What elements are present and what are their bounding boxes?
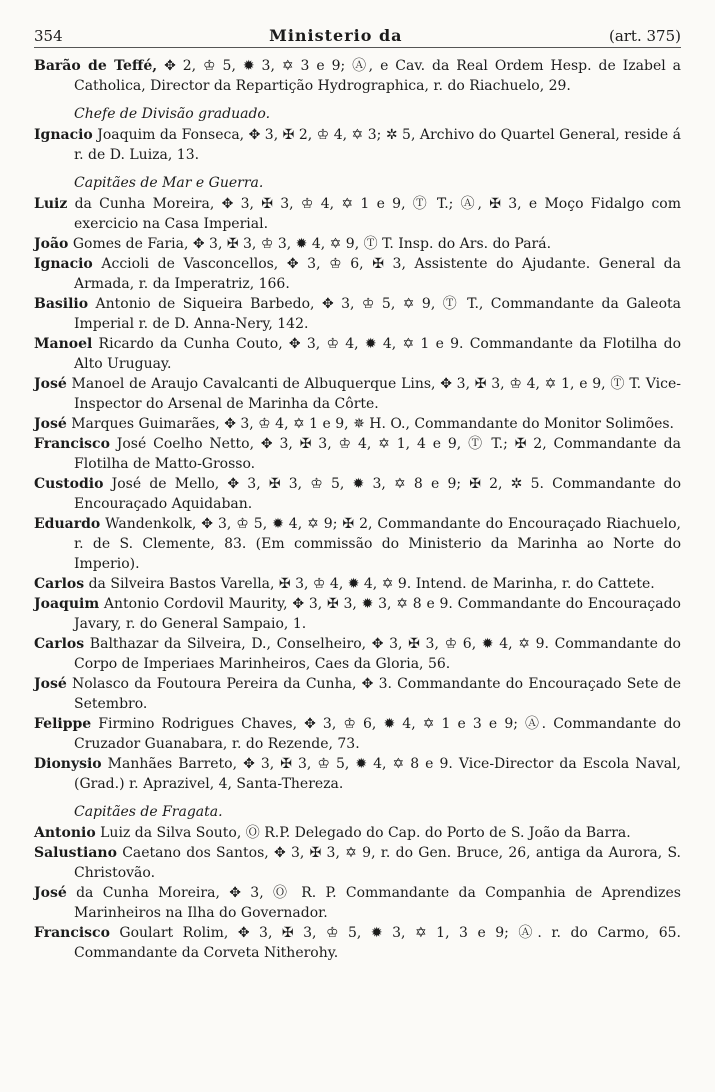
entry-lead: Salustiano bbox=[34, 845, 117, 861]
entry bbox=[34, 714, 681, 754]
entry-text: Antonio Cordovil Maurity, ✥ 3, ✠ 3, ✹ 3, ✡ 8 e 9. Commandante do Encouraçado Javary, r. do General Sampaio, 1. bbox=[74, 596, 681, 632]
entry-text: da Silveira Bastos Varella, ✠ 3, ♔ 4, ✹ 4, ✡ 9. Intend. de Marinha, r. do Cattete. bbox=[84, 576, 655, 592]
entry bbox=[34, 843, 681, 883]
document-body bbox=[34, 56, 681, 963]
entry-lead: Basilio bbox=[34, 296, 89, 312]
entry-lead: Manoel bbox=[34, 336, 93, 352]
entry bbox=[34, 823, 681, 843]
entry-text: Firmino Rodrigues Chaves, ✥ 3, ♔ 6, ✹ 4, ✡ 1 e 3 e 9; Ⓐ. Commandante do Cruzador Guanabara, r. do Rezende, 73. bbox=[74, 716, 681, 752]
entry bbox=[34, 474, 681, 514]
entry bbox=[34, 254, 681, 294]
entry bbox=[34, 574, 681, 594]
entry-lead: Dionysio bbox=[34, 756, 102, 772]
entry bbox=[34, 754, 681, 794]
entry-text: Gomes de Faria, ✥ 3, ✠ 3, ♔ 3, ✹ 4, ✡ 9, Ⓣ T. Insp. do Ars. do Pará. bbox=[68, 236, 552, 252]
entry bbox=[34, 434, 681, 474]
entry bbox=[34, 194, 681, 234]
article-reference: (art. 375) bbox=[608, 27, 681, 45]
section-heading: Chefe de Divisão graduado. bbox=[74, 106, 271, 122]
entry bbox=[34, 594, 681, 634]
entry-lead: José bbox=[34, 885, 67, 901]
entry-text: da Cunha Moreira, ✥ 3, Ⓞ R. P. Commandante da Companhia de Aprendizes Marinheiros na Ilha do Governador. bbox=[66, 885, 681, 921]
entry-lead: Custodio bbox=[34, 476, 104, 492]
entry-text: Manoel de Araujo Cavalcanti de Albuquerque Lins, ✥ 3, ✠ 3, ♔ 4, ✡ 1, e 9, Ⓣ T. Vice-Inspector do Arsenal de Marinha da Côrte. bbox=[66, 376, 681, 412]
entry-text: José de Mello, ✥ 3, ✠ 3, ♔ 5, ✹ 3, ✡ 8 e 9; ✠ 2, ✲ 5. Commandante do Encouraçado Aquidaban. bbox=[74, 476, 681, 512]
entry-lead: Ignacio bbox=[34, 127, 93, 143]
entry-text: Balthazar da Silveira, D., Conselheiro, ✥ 3, ✠ 3, ♔ 6, ✹ 4, ✡ 9. Commandante do Corpo de Imperiaes Marinheiros, Caes da Gloria, 56. bbox=[74, 636, 681, 672]
entry-text: Goulart Rolim, ✥ 3, ✠ 3, ♔ 5, ✹ 3, ✡ 1, 3 e 9; Ⓐ. r. do Carmo, 65. Commandante da Corveta Nitherohy. bbox=[74, 925, 681, 961]
entry-lead: Joaquim bbox=[34, 596, 100, 612]
entry-text: Wandenkolk, ✥ 3, ♔ 5, ✹ 4, ✡ 9; ✠ 2, Commandante do Encouraçado Riachuelo, r. de S. Clemente, 83. (Em commissão do Ministerio da Marinha ao Norte do Imperio). bbox=[74, 516, 681, 572]
entry-lead: Felippe bbox=[34, 716, 92, 732]
entry bbox=[34, 234, 681, 254]
entry-lead: João bbox=[34, 236, 69, 252]
entry-text: Accioli de Vasconcellos, ✥ 3, ♔ 6, ✠ 3, Assistente do Ajudante. General da Armada, r. da Imperatriz, 166. bbox=[74, 256, 681, 292]
entry-lead: Luiz bbox=[34, 196, 68, 212]
entry-lead: José bbox=[34, 416, 67, 432]
entry-lead: José bbox=[34, 676, 67, 692]
entry bbox=[34, 56, 681, 96]
entry bbox=[34, 634, 681, 674]
entry-text: José Coelho Netto, ✥ 3, ✠ 3, ♔ 4, ✡ 1, 4 e 9, Ⓣ T.; ✠ 2, Commandante da Flotilha de Matto-Grosso. bbox=[74, 436, 681, 472]
page-header bbox=[34, 26, 681, 48]
section-heading: Capitães de Fragata. bbox=[74, 804, 223, 820]
entry-lead: Barão de Teffé, bbox=[34, 58, 158, 74]
section-heading: Capitães de Mar e Guerra. bbox=[74, 175, 264, 191]
page-title: Ministerio da bbox=[269, 26, 403, 45]
entry bbox=[34, 514, 681, 574]
entry bbox=[34, 294, 681, 334]
entry-lead: José bbox=[34, 376, 67, 392]
entry-lead: Eduardo bbox=[34, 516, 101, 532]
entry bbox=[34, 414, 681, 434]
entry-lead: Carlos bbox=[34, 636, 85, 652]
entry bbox=[34, 923, 681, 963]
entry-lead: Ignacio bbox=[34, 256, 93, 272]
entry-lead: Francisco bbox=[34, 925, 110, 941]
entry bbox=[34, 883, 681, 923]
entry bbox=[34, 674, 681, 714]
entry-text: Manhães Barreto, ✥ 3, ✠ 3, ♔ 5, ✹ 4, ✡ 8 e 9. Vice-Director da Escola Naval, (Grad.) r. Aprazivel, 4, Santa-Thereza. bbox=[74, 756, 681, 792]
entry-text: ✥ 2, ♔ 5, ✹ 3, ✡ 3 e 9; Ⓐ, e Cav. da Real Ordem Hesp. de Izabel a Catholica, Director da Repartição Hydrographica, r. do Riachuelo, 29. bbox=[74, 58, 681, 94]
entry-text: da Cunha Moreira, ✥ 3, ✠ 3, ♔ 4, ✡ 1 e 9, Ⓣ T.; Ⓐ, ✠ 3, e Moço Fidalgo com exercicio na Casa Imperial. bbox=[67, 196, 681, 232]
entry bbox=[34, 125, 681, 165]
entry-lead: Antonio bbox=[34, 825, 96, 841]
entry-lead: Carlos bbox=[34, 576, 85, 592]
entry-lead: Francisco bbox=[34, 436, 110, 452]
entry bbox=[34, 374, 681, 414]
entry-text: Caetano dos Santos, ✥ 3, ✠ 3, ✡ 9, r. do Gen. Bruce, 26, antiga da Aurora, S. Christovão. bbox=[74, 845, 681, 881]
entry bbox=[34, 334, 681, 374]
entry-text: Ricardo da Cunha Couto, ✥ 3, ♔ 4, ✹ 4, ✡ 1 e 9. Commandante da Flotilha do Alto Uruguay. bbox=[74, 336, 681, 372]
entry-text: Luiz da Silva Souto, Ⓞ R.P. Delegado do Cap. do Porto de S. João da Barra. bbox=[95, 825, 631, 841]
page-number: 354 bbox=[34, 27, 63, 45]
entry-text: Antonio de Siqueira Barbedo, ✥ 3, ♔ 5, ✡ 9, Ⓣ T., Commandante da Galeota Imperial r. de D. Anna-Nery, 142. bbox=[74, 296, 681, 332]
entry-text: Marques Guimarães, ✥ 3, ♔ 4, ✡ 1 e 9, ✵ H. O., Commandante do Monitor Solimões. bbox=[66, 416, 675, 432]
entry-text: Joaquim da Fonseca, ✥ 3, ✠ 2, ♔ 4, ✡ 3; ✲ 5, Archivo do Quartel General, reside á r. de D. Luiza, 13. bbox=[74, 127, 681, 163]
entry-text: Nolasco da Foutoura Pereira da Cunha, ✥ 3. Commandante do Encouraçado Sete de Setembro. bbox=[66, 676, 681, 712]
